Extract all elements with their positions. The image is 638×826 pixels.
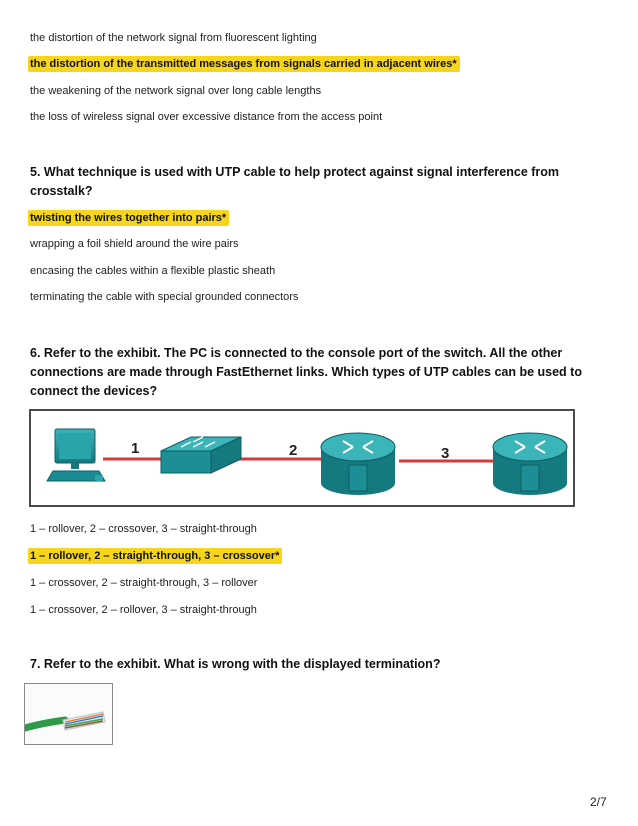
pc-icon (47, 429, 105, 481)
q5-option-4: terminating the cable with special grounded connectors (30, 291, 299, 303)
cable-termination-image (25, 684, 112, 744)
q4-option-4: the loss of wireless signal over excessive distance from the access point (30, 111, 383, 123)
q7-question: 7. Refer to the exhibit. What is wrong with the displayed termination? (30, 657, 441, 671)
correct-answer-highlight: twisting the wires together into pairs* (28, 210, 229, 226)
switch-icon (161, 437, 241, 473)
q5-question: 5. What technique is used with UTP cable to help protect against signal interference from crosstalk? (30, 165, 560, 198)
correct-answer-highlight: 1 – rollover, 2 – straight-through, 3 – crossover* (28, 548, 282, 564)
q4-option-3: the weakening of the network signal over long cable lengths (30, 85, 322, 97)
q6-option-4: 1 – crossover, 2 – rollover, 3 – straight-through (30, 604, 257, 616)
link-label-1: 1 (131, 440, 140, 457)
q6-exhibit-diagram (29, 409, 575, 507)
router-icon (493, 433, 567, 495)
q5-option-1-correct (30, 211, 229, 225)
link-label-3: 3 (441, 445, 450, 462)
q6-option-1: 1 – rollover, 2 – crossover, 3 – straight-through (30, 523, 257, 535)
q4-option-1: the distortion of the network signal from fluorescent lighting (30, 32, 317, 44)
q5-option-2: wrapping a foil shield around the wire pairs (30, 238, 239, 250)
q6-option-2-correct (30, 549, 282, 563)
q4-option-2-correct (30, 57, 460, 71)
q6-question: 6. Refer to the exhibit. The PC is connected to the console port of the switch. All the other connections are made through FastEthernet links. Which types of UTP cables can be used to connect the devices? (30, 346, 582, 398)
correct-answer-highlight: the distortion of the transmitted messages from signals carried in adjacent wires* (28, 56, 460, 72)
network-diagram (31, 411, 573, 505)
page-number: 2/7 (590, 795, 607, 809)
q6-option-3: 1 – crossover, 2 – straight-through, 3 – rollover (30, 577, 258, 589)
cable-photo (24, 683, 113, 745)
link-label-2: 2 (289, 442, 298, 459)
router-icon (321, 433, 395, 495)
q5-option-3: encasing the cables within a flexible plastic sheath (30, 265, 276, 277)
